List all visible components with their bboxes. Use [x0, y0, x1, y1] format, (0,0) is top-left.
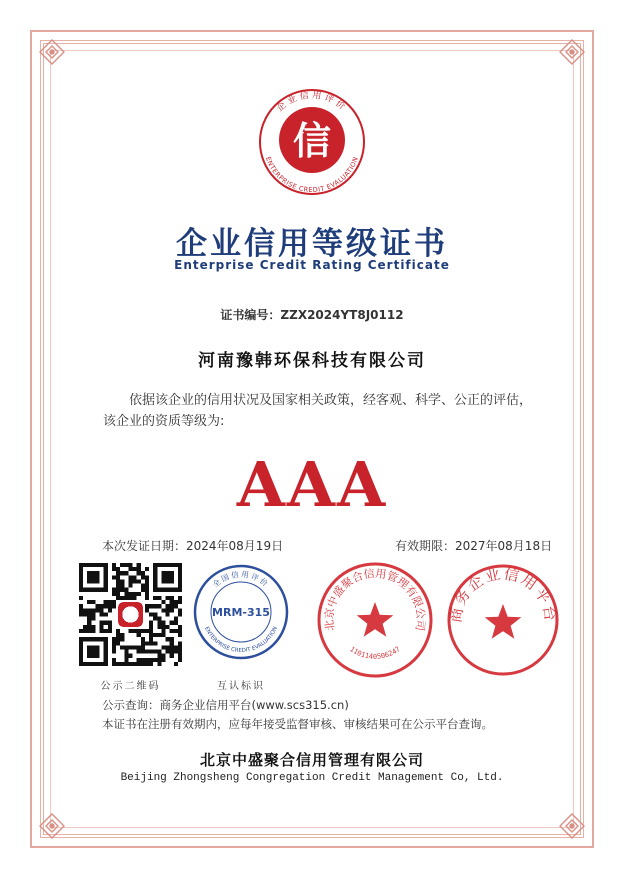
mrm-arc-top: 全国信用评价	[210, 569, 272, 590]
mrm-text: MRM-315	[212, 606, 270, 619]
corner-ornament-icon	[38, 38, 66, 66]
certificate-title: 企业信用等级证书	[176, 226, 448, 262]
validity-notice: 本证书在注册有效期内，应每年接受监督审核、审核结果可在公示平台查询。	[102, 717, 493, 731]
mrm-arc-bottom: ENTERPRISE CREDIT EVALUATION	[203, 625, 280, 655]
seal-star-icon	[485, 604, 522, 639]
credit-grade: AAA	[236, 448, 388, 521]
platform-seal	[445, 562, 561, 678]
platform-seal-text: 商务企业信用平台	[446, 564, 560, 624]
corner-ornament-icon	[38, 812, 66, 840]
issuer-seal-number: 1101140506247	[348, 645, 402, 661]
qr-label: 公示二维码	[100, 681, 161, 692]
query-info: 公示查询：商务企业信用平台(www.scs315.cn)	[102, 698, 349, 712]
corner-ornament-icon	[558, 812, 586, 840]
issuer-name-en: Beijing Zhongsheng Congregation Credit Management Co, Ltd.	[120, 772, 504, 784]
svg-text:1101140506247	[348, 645, 402, 661]
logo-arc-bottom: ENTERPRISE CREDIT EVALUATION	[264, 155, 360, 195]
seal-star-icon	[357, 602, 394, 637]
issuer-name: 北京中盛聚合信用管理有限公司	[199, 751, 424, 769]
description-paragraph: 依据该企业的信用状况及国家相关政策，经客观、科学、公正的评估，该企业的资质等级为:	[103, 393, 533, 429]
certificate-title-en: Enterprise Credit Rating Certificate	[174, 258, 450, 272]
mrm-badge	[192, 563, 290, 661]
issue-date: 本次发证日期：2024年08月19日	[102, 539, 284, 553]
qr-finder	[87, 645, 99, 657]
credit-evaluation-logo	[246, 86, 378, 198]
valid-until: 有效期限：2027年08月18日	[395, 539, 553, 553]
corner-ornament-icon	[558, 38, 586, 66]
qr-finder	[87, 571, 99, 583]
qr-finder	[161, 571, 173, 583]
issuer-seal-text: 北京中盛聚合信用管理有限公司	[322, 566, 428, 632]
issuer-seal	[315, 560, 435, 680]
mutual-recognition-label: 互认标识	[217, 681, 265, 692]
certificate-number: 证书编号：ZZX2024YT8J0112	[220, 308, 404, 322]
logo-arc-top: 企业信用评价	[275, 90, 349, 115]
company-name: 河南豫韩环保科技有限公司	[198, 351, 426, 371]
logo-glyph: 信	[292, 118, 332, 163]
qr-code[interactable]	[79, 563, 182, 666]
